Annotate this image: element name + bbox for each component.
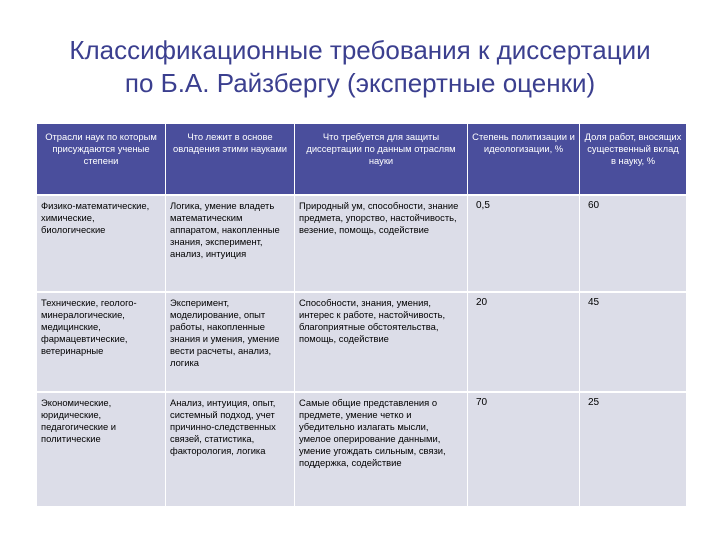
cell-politicization: 20 bbox=[468, 291, 580, 391]
cell-requirements: Самые общие представления о предмете, умение четко и убедительно излагать мысли, умелое оперирование данными, умение угождать сильным, связи, поддержка, содействие bbox=[295, 391, 468, 506]
table-row bbox=[37, 194, 686, 291]
table-header-row bbox=[37, 124, 686, 194]
header-politicization: Степень политизации и идеологизации, % bbox=[468, 124, 580, 194]
cell-politicization: 0,5 bbox=[468, 194, 580, 291]
header-field: Отрасли наук по которым присуждаются ученые степени bbox=[37, 124, 166, 194]
cell-share: 25 bbox=[580, 391, 686, 506]
cell-basis: Логика, умение владеть математическим аппаратом, накопленные знания, эксперимент, анализ, интуиция bbox=[166, 194, 295, 291]
title-line-2: по Б.А. Райзбергу (экспертные оценки) bbox=[124, 68, 596, 98]
slide-title bbox=[20, 34, 700, 100]
cell-politicization: 70 bbox=[468, 391, 580, 506]
header-share: Доля работ, вносящих существенный вклад в науку, % bbox=[580, 124, 686, 194]
cell-basis: Эксперимент, моделирование, опыт работы, накопленные знания и умения, умение вести расчеты, анализ, логика bbox=[166, 291, 295, 391]
cell-requirements: Природный ум, способности, знание предмета, упорство, настойчивость, везение, помощь, содействие bbox=[295, 194, 468, 291]
table-row bbox=[37, 291, 686, 391]
cell-field: Технические, геолого-минералогические, медицинские, фармацевтические, ветеринарные bbox=[37, 291, 166, 391]
cell-basis: Анализ, интуиция, опыт, системный подход, учет причинно-следственных связей, статистика, факторология, логика bbox=[166, 391, 295, 506]
cell-share: 45 bbox=[580, 291, 686, 391]
cell-share: 60 bbox=[580, 194, 686, 291]
header-requirements: Что требуется для защиты диссертации по данным отраслям науки bbox=[295, 124, 468, 194]
table-row bbox=[37, 391, 686, 506]
cell-field: Экономические, юридические, педагогические и политические bbox=[37, 391, 166, 506]
requirements-table bbox=[37, 124, 686, 506]
cell-field: Физико-математические, химические, биологические bbox=[37, 194, 166, 291]
title-line-1: Классификационные требования к диссертации bbox=[69, 35, 651, 65]
cell-requirements: Способности, знания, умения, интерес к работе, настойчивость, благоприятные обстоятельства, помощь, содействие bbox=[295, 291, 468, 391]
header-basis: Что лежит в основе овладения этими науками bbox=[166, 124, 295, 194]
